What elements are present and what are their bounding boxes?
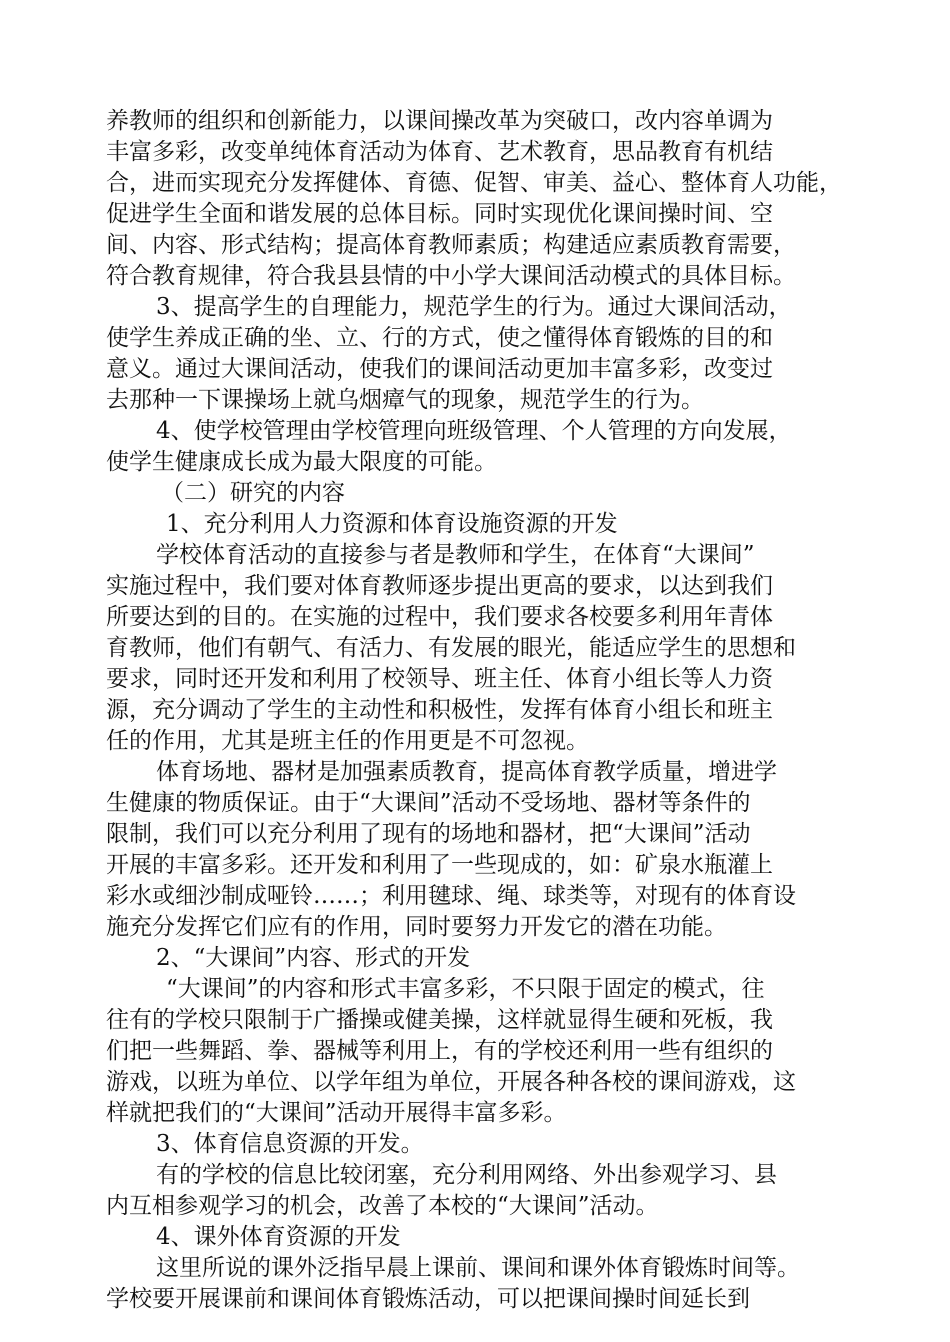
text-line: 学校体育活动的直接参与者是教师和学生，在体育“大课间” xyxy=(156,542,755,568)
text-line: 养教师的组织和创新能力，以课间操改革为突破口，改内容单调为 xyxy=(106,108,773,134)
text-line: 这里所说的课外泛指早晨上课前、课间和课外体育锻炼时间等。 xyxy=(156,1255,800,1281)
text-line: 间、内容、形式结构；提高体育教师素质；构建适应素质教育需要， xyxy=(106,232,796,258)
text-line: 去那种一下课操场上就乌烟瘴气的现象，规范学生的行为。 xyxy=(106,387,704,413)
text-line: 限制，我们可以充分利用了现有的场地和器材，把“大课间”活动 xyxy=(106,821,751,847)
text-line: 实施过程中，我们要对体育教师逐步提出更高的要求，以达到我们 xyxy=(106,573,773,599)
section-heading: （二）研究的内容 xyxy=(161,480,345,506)
text-line: 3、提高学生的自理能力，规范学生的行为。通过大课间活动， xyxy=(156,294,792,320)
text-line: 游戏，以班为单位、以学年组为单位，开展各种各校的课间游戏，这 xyxy=(106,1069,796,1095)
subsection-heading: 1、充分利用人力资源和体育设施资源的开发 xyxy=(166,511,618,537)
text-line: 往有的学校只限制于广播操或健美操，这样就显得生硬和死板，我 xyxy=(106,1007,773,1033)
text-line: 有的学校的信息比较闭塞，充分利用网络、外出参观学习、县 xyxy=(156,1162,777,1188)
document-page xyxy=(106,106,864,1315)
text-line: 合，进而实现充分发挥健体、育德、促智、审美、益心、整体育人功能， xyxy=(106,170,842,196)
text-line: 施充分发挥它们应有的作用，同时要努力开发它的潜在功能。 xyxy=(106,914,727,940)
text-line: 符合教育规律，符合我县县情的中小学大课间活动模式的具体目标。 xyxy=(106,263,796,289)
text-line: 任的作用，尤其是班主任的作用更是不可忽视。 xyxy=(106,728,589,754)
text-line: 学校要开展课前和课间体育锻炼活动，可以把课间操时间延长到 xyxy=(106,1286,750,1312)
text-line: 体育场地、器材是加强素质教育，提高体育教学质量，增进学 xyxy=(156,759,777,785)
text-line: 所要达到的目的。在实施的过程中，我们要求各校要多利用年青体 xyxy=(106,604,773,630)
subsection-heading: 2、“大课间”内容、形式的开发 xyxy=(156,945,471,971)
subsection-heading: 4、课外体育资源的开发 xyxy=(156,1224,401,1250)
text-line: 使学生健康成长成为最大限度的可能。 xyxy=(106,449,497,475)
text-line: 们把一些舞蹈、拳、器械等利用上，有的学校还利用一些有组织的 xyxy=(106,1038,773,1064)
text-line: 内互相参观学习的机会，改善了本校的“大课间”活动。 xyxy=(106,1193,659,1219)
text-line: 彩水或细沙制成哑铃……；利用毽球、绳、球类等，对现有的体育设 xyxy=(106,883,796,909)
text-line: 生健康的物质保证。由于“大课间”活动不受场地、器材等条件的 xyxy=(106,790,751,816)
text-line: 要求，同时还开发和利用了校领导、班主任、体育小组长等人力资 xyxy=(106,666,773,692)
text-line: 使学生养成正确的坐、立、行的方式，使之懂得体育锻炼的目的和 xyxy=(106,325,773,351)
text-line: “大课间”的内容和形式丰富多彩，不只限于固定的模式，往 xyxy=(166,976,765,1002)
text-line: 源，充分调动了学生的主动性和积极性，发挥有体育小组长和班主 xyxy=(106,697,773,723)
text-line: 育教师，他们有朝气、有活力、有发展的眼光，能适应学生的思想和 xyxy=(106,635,796,661)
text-line: 意义。通过大课间活动，使我们的课间活动更加丰富多彩，改变过 xyxy=(106,356,773,382)
text-line: 4、使学校管理由学校管理向班级管理、个人管理的方向发展， xyxy=(156,418,792,444)
text-line: 样就把我们的“大课间”活动开展得丰富多彩。 xyxy=(106,1100,567,1126)
subsection-heading: 3、体育信息资源的开发。 xyxy=(156,1131,424,1157)
text-line: 开展的丰富多彩。还开发和利用了一些现成的，如：矿泉水瓶灌上 xyxy=(106,852,773,878)
text-line: 促进学生全面和谐发展的总体目标。同时实现优化课间操时间、空 xyxy=(106,201,773,227)
text-line: 丰富多彩，改变单纯体育活动为体育、艺术教育，思品教育有机结 xyxy=(106,139,773,165)
